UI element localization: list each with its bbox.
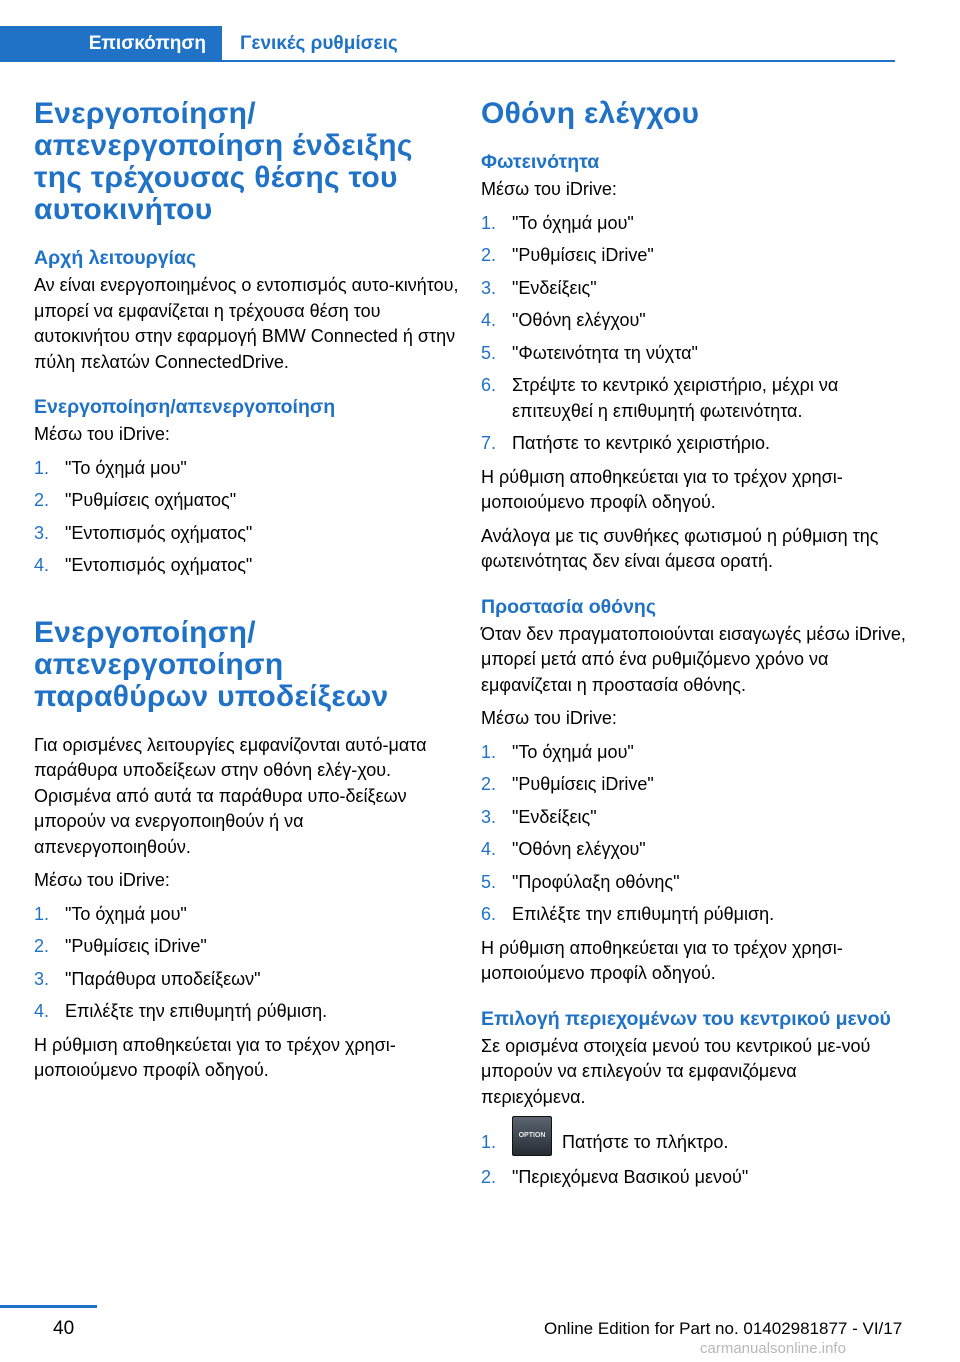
list-item: 4. "Οθόνη ελέγχου"	[481, 310, 646, 330]
list-item: 3. "Ενδείξεις"	[481, 277, 597, 298]
via-idrive-text: Μέσω του iDrive:	[34, 870, 170, 890]
steps-vehicle-location	[34, 456, 459, 579]
list-item: 1. "Το όχημά μου"	[481, 741, 634, 762]
list-item: 6. Επιλέξτε την επιθυμητή ρύθμιση.	[481, 904, 775, 924]
list-item: 3. "Παράθυρα υποδείξεων"	[34, 968, 261, 989]
list-item: 4. Επιλέξτε την επιθυμητή ρύθμιση.	[34, 1001, 328, 1021]
steps-brightness	[481, 211, 906, 457]
section-title-control-display: Οθόνη ελέγχου	[481, 97, 700, 130]
list-item: 3. "Ενδείξεις"	[481, 806, 597, 827]
section-title-vehicle-location: Ενεργοποίηση/ απενεργοποίηση ένδειξης της τρέχουσας θέσης του αυτοκινήτου	[34, 97, 413, 226]
page-header	[0, 0, 960, 62]
tab-overview[interactable]: Επισκόπηση	[0, 26, 222, 62]
list-item: 7. Πατήστε το κεντρικό χειριστήριο.	[481, 433, 770, 453]
list-item: 3. "Εντοπισμός οχήματος"	[34, 522, 253, 543]
saved-note: Η ρύθμιση αποθηκεύεται για το τρέχον χρησι-μοποιούμενο προφίλ οδηγού.	[34, 1034, 396, 1080]
option-button-icon: OPTION	[512, 1116, 552, 1156]
paragraph-screen-protection: Όταν δεν πραγματοποιούνται εισαγωγές μέσω iDrive, μπορεί μετά από ένα ρυθμιζόμενο χρόνο να εμφανίζεται η προστασία οθόνης.	[481, 623, 906, 695]
header-rule	[0, 60, 895, 62]
watermark: carmanualsonline.info	[700, 1340, 846, 1357]
subheading-screen-protection: Προστασία οθόνης	[481, 595, 656, 618]
via-idrive-text: Μέσω του iDrive:	[34, 424, 170, 444]
via-idrive-text: Μέσω του iDrive:	[481, 708, 617, 728]
list-item: 5. "Προφύλαξη οθόνης"	[481, 871, 680, 892]
list-item: 4. "Οθόνη ελέγχου"	[481, 839, 646, 859]
page-number: 40	[53, 1318, 75, 1339]
steps-screen-protection	[481, 740, 906, 928]
right-column	[481, 98, 906, 1199]
subheading-brightness: Φωτεινότητα	[481, 151, 600, 173]
list-item: 2. "Ρυθμίσεις iDrive"	[481, 774, 654, 794]
tab-general-settings[interactable]: Γενικές ρυθμίσεις	[240, 33, 398, 54]
steps-main-menu	[481, 1130, 906, 1191]
paragraph-principle: Αν είναι ενεργοποιημένος ο εντοπισμός αυτο-κινήτου, μπορεί να εμφανίζεται η τρέχουσα θέση του αυτοκινήτου στην εφαρμογή BMW Connected ή στην πύλη πελατών ConnectedDrive.	[34, 275, 459, 372]
list-item: 1. "Το όχημά μου"	[34, 457, 187, 478]
footer-rule	[0, 1305, 97, 1308]
list-item: 1. "Το όχημά μου"	[34, 903, 187, 924]
list-item: 1. "Το όχημά μου"	[481, 212, 634, 233]
list-item: 5. "Φωτεινότητα τη νύχτα"	[481, 342, 698, 363]
list-item: 1. OPTION Πατήστε το πλήκτρο.	[481, 1130, 906, 1156]
list-item: 6. Στρέψτε το κεντρικό χειριστήριο, μέχρι να επιτευχθεί η επιθυμητή φωτεινότητα.	[481, 375, 839, 421]
edition-text: Online Edition for Part no. 01402981877 - VI/17	[544, 1319, 903, 1338]
subheading-main-menu-content: Επιλογή περιεχομένων του κεντρικού μενού	[481, 1007, 891, 1030]
list-item: 2. "Περιεχόμενα Βασικού μενού"	[481, 1167, 749, 1188]
list-item: 2. "Ρυθμίσεις iDrive"	[34, 936, 207, 956]
steps-hint-windows	[34, 902, 459, 1025]
brightness-note: Ανάλογα με τις συνθήκες φωτισμού η ρύθμιση της φωτεινότητας δεν είναι άμεσα ορατή.	[481, 525, 879, 571]
saved-note: Η ρύθμιση αποθηκεύεται για το τρέχον χρησι-μοποιούμενο προφίλ οδηγού.	[481, 466, 843, 512]
paragraph-main-menu-content: Σε ορισμένα στοιχεία μενού του κεντρικού με-νού μπορούν να επιλεγούν τα εμφανιζόμενα περιεχόμενα.	[481, 1035, 871, 1107]
list-item: 2. "Ρυθμίσεις οχήματος"	[34, 490, 237, 510]
subheading-principle: Αρχή λειτουργίας	[34, 247, 197, 269]
via-idrive-text: Μέσω του iDrive:	[481, 179, 617, 199]
paragraph-hint-windows: Για ορισμένες λειτουργίες εμφανίζονται αυτό-ματα παράθυρα υποδείξεων στην οθόνη ελέγ-χου. Ορισμένα από αυτά τα παράθυρα υπο-δείξεων μπορούν να ενεργοποιηθούν ή να απενεργοποιηθούν.	[34, 734, 427, 857]
list-item: 2. "Ρυθμίσεις iDrive"	[481, 245, 654, 265]
left-column	[34, 98, 459, 1092]
saved-note: Η ρύθμιση αποθηκεύεται για το τρέχον χρησι-μοποιούμενο προφίλ οδηγού.	[481, 937, 843, 983]
list-item: 4. "Εντοπισμός οχήματος"	[34, 555, 253, 575]
subheading-toggle: Ενεργοποίηση/απενεργοποίηση	[34, 396, 336, 418]
section-title-hint-windows: Ενεργοποίηση/ απενεργοποίηση παραθύρων υποδείξεων	[34, 615, 389, 713]
